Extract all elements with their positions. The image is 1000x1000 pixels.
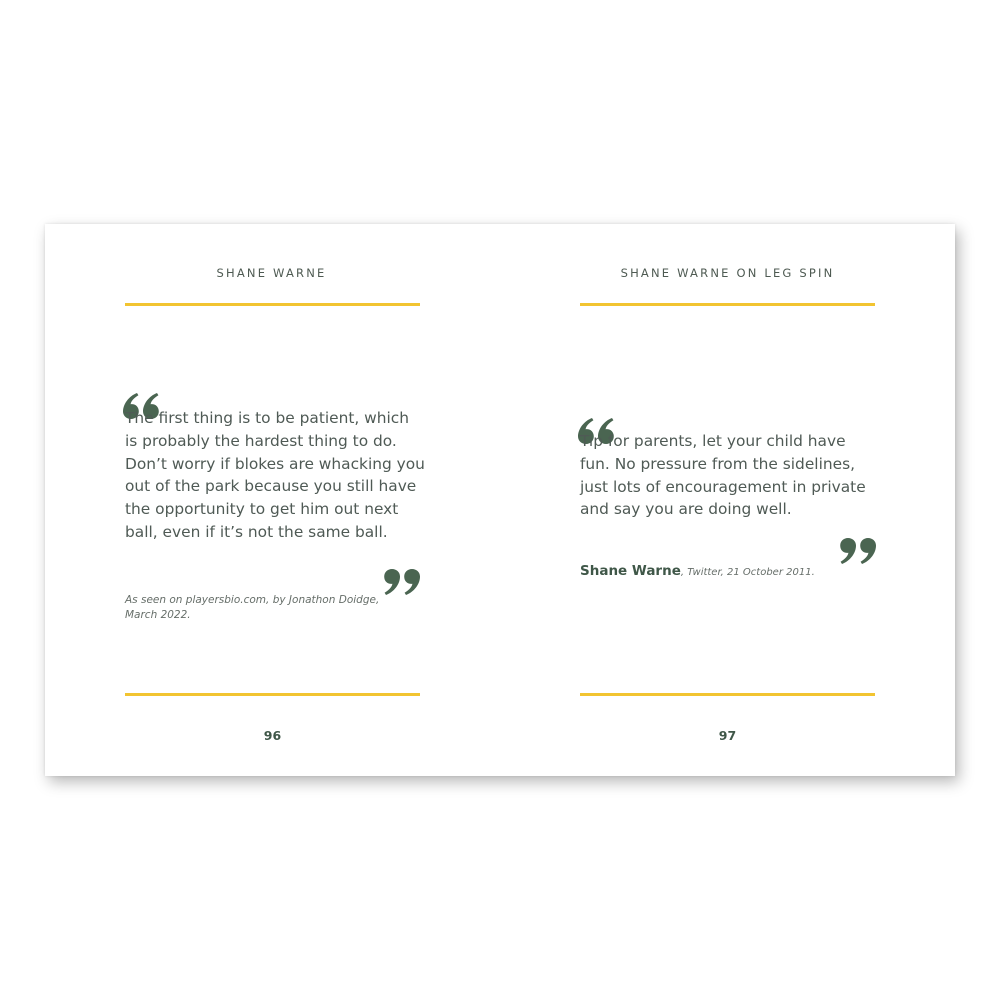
right-page bbox=[500, 224, 955, 776]
left-bottom-rule bbox=[125, 693, 420, 696]
left-running-head: SHANE WARNE bbox=[216, 266, 327, 280]
right-top-rule bbox=[580, 303, 875, 306]
open-quote-icon bbox=[123, 370, 159, 404]
right-quote-text: Tip for parents, let your child have fun. No pressure from the sidelines, just lots of encouragement in private and say you are doing well. bbox=[580, 432, 866, 519]
right-attribution bbox=[580, 563, 815, 579]
right-page-number: 97 bbox=[718, 728, 737, 743]
left-top-rule bbox=[125, 303, 420, 306]
open-quote-icon bbox=[578, 395, 614, 429]
left-page-number: 96 bbox=[263, 728, 282, 743]
book-spread bbox=[45, 224, 955, 776]
right-running-head: SHANE WARNE ON LEG SPIN bbox=[620, 266, 835, 280]
attribution-source: , Twitter, 21 October 2011. bbox=[680, 567, 815, 578]
left-source-note: As seen on playersbio.com, by Jonathon Doidge, March 2022. bbox=[125, 594, 380, 621]
close-quote-icon bbox=[840, 515, 876, 549]
right-bottom-rule bbox=[580, 693, 875, 696]
left-quote-text: The first thing is to be patient, which is probably the hardest thing to do. Don’t worry if blokes are whacking you out of the park because you still have the opportunity to get him out next ball, even if it’s not the same ball. bbox=[125, 409, 425, 541]
attribution-name: Shane Warne bbox=[580, 563, 681, 579]
left-page bbox=[45, 224, 500, 776]
close-quote-icon bbox=[384, 546, 420, 580]
